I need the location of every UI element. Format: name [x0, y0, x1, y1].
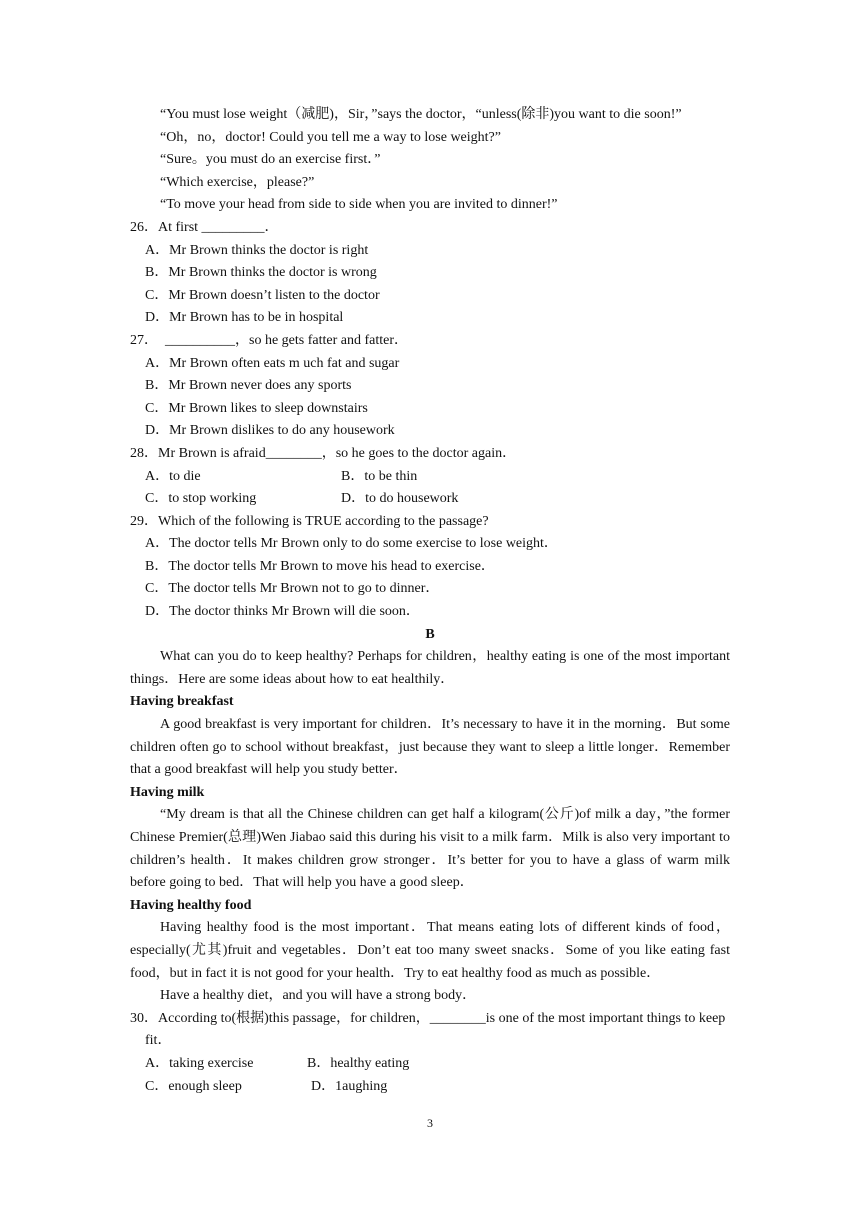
q29-option-d: D．The doctor thinks Mr Brown will die soon． — [145, 604, 420, 620]
q30-options-row-2 — [130, 1076, 730, 1099]
q26-option-a: A．Mr Brown thinks the doctor is right — [145, 242, 369, 258]
q30-options-row-1 — [130, 1053, 730, 1076]
dialog-line: “You must lose weight（减肥)，Sir，”says the doctor，“unless(除非)you want to die soon!” — [160, 107, 682, 122]
q26-option-d: D．Mr Brown has to be in hospital — [145, 310, 344, 326]
question-27: 27． __________，so he gets fatter and fatter． — [130, 332, 408, 348]
q29-option-b: B．The doctor tells Mr Brown to move his head to exercise． — [145, 558, 495, 574]
q28-option-a: A．to die — [145, 468, 201, 484]
heading-having-milk: Having milk — [130, 784, 205, 800]
q27-option-a: A．Mr Brown often eats m uch fat and sugar — [145, 355, 400, 371]
section-b-intro: What can you do to keep healthy? Perhaps for children，healthy eating is one of the most important things．Here are some ideas about how to eat healthily． — [130, 649, 730, 687]
q27-option-c: C．Mr Brown likes to sleep downstairs — [145, 400, 368, 416]
dialog-line: “To move your head from side to side when you are invited to dinner!” — [160, 197, 558, 213]
page-number: 3 — [427, 1116, 433, 1130]
q26-option-b: B．Mr Brown thinks the doctor is wrong — [145, 265, 377, 281]
paragraph-breakfast: A good breakfast is very important for children．It’s necessary to have it in the morning．But some children often go to school without breakfast，just because they want to sleep a little longer．Remember that a good breakfast will help you study better． — [130, 717, 730, 778]
q29-option-a: A．The doctor tells Mr Brown only to do some exercise to lose weight． — [145, 536, 558, 552]
question-26: 26．At first _________． — [130, 219, 279, 235]
dialog-line: “Which exercise，please?” — [160, 174, 315, 190]
q28-option-d: D．to do housework — [341, 491, 459, 507]
q30-option-d: D．1aughing — [311, 1078, 388, 1094]
q30-option-b: B．healthy eating — [307, 1055, 410, 1071]
question-30: 30．According to(根据)this passage，for children，________is one of the most important things to keep fit． — [130, 1010, 726, 1049]
q27-option-b: B．Mr Brown never does any sports — [145, 378, 352, 394]
q27-option-d: D．Mr Brown dislikes to do any housework — [145, 423, 395, 439]
q30-option-c: C．enough sleep — [145, 1078, 242, 1094]
paragraph-milk: “My dream is that all the Chinese children can get half a kilogram(公斤)of milk a day，”the former Chinese Premier(总理)Wen Jiabao said this during his visit to a milk farm．Milk is also very important to children’s health．It makes children grow stronger．It’s better for you to have a glass of warm milk before going to bed．That will help you have a good sleep． — [130, 807, 730, 891]
section-b-label: B — [425, 626, 435, 642]
page-content — [130, 104, 730, 1098]
question-28: 28．Mr Brown is afraid________，so he goes to the doctor again． — [130, 445, 517, 461]
paragraph-healthy-diet: Have a healthy diet，and you will have a strong body． — [160, 988, 477, 1004]
paragraph-healthy-food: Having healthy food is the most important．That means eating lots of different kinds of food，especially(尤其)fruit and vegetables．Don’t eat too many sweet snacks．Some of you like eating fast food，but in fact it is not good for your health．Try to eat healthy food as much as possible． — [130, 920, 730, 981]
q28-option-c: C．to stop working — [145, 491, 257, 507]
q29-option-c: C．The doctor tells Mr Brown not to go to dinner． — [145, 581, 440, 597]
dialog-line: “Oh，no，doctor! Could you tell me a way to lose weight?” — [160, 129, 501, 145]
heading-having-healthy-food: Having healthy food — [130, 897, 252, 913]
dialog-line: “Sure。you must do an exercise first．” — [160, 152, 381, 168]
q30-option-a: A．taking exercise — [145, 1055, 254, 1071]
q26-option-c: C．Mr Brown doesn’t listen to the doctor — [145, 287, 380, 303]
heading-having-breakfast: Having breakfast — [130, 694, 234, 710]
q28-options-row-1 — [130, 466, 730, 489]
q28-options-row-2 — [130, 488, 730, 511]
question-29: 29．Which of the following is TRUE according to the passage? — [130, 513, 489, 529]
q28-option-b: B．to be thin — [341, 468, 418, 484]
